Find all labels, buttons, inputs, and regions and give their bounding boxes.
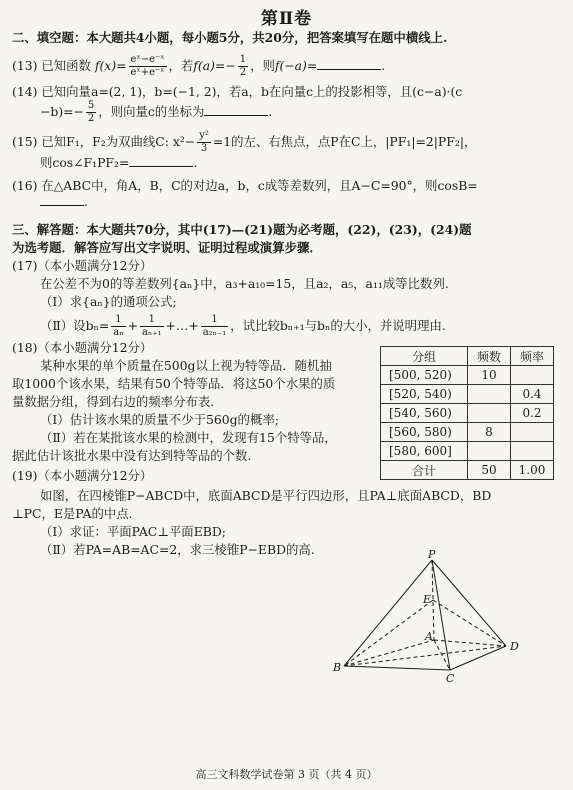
q17-part2 — [40, 314, 446, 339]
q14-num: (14) — [12, 84, 38, 99]
q13-frac2-den: 2 — [239, 67, 247, 78]
pyramid-figure — [330, 548, 540, 688]
question-15-line1 — [12, 130, 476, 155]
q16-line1: 在△ABC中，角A，B，C的对边a，b，c成等差数列，且A−C=90°，则cosB= — [41, 178, 478, 193]
q18-part2-line2: 据此估计该批水果中没有达到特等品的个数. — [12, 448, 252, 463]
q17-part1: （Ⅰ）求{aₙ}的通项公式; — [40, 294, 177, 309]
q17-term3 — [201, 314, 229, 339]
q18-line-3: 量数据分组，得到右边的频率分布表. — [12, 394, 215, 409]
q19-line2: ⊥PC，E是PA的中点. — [12, 506, 133, 521]
question-14-line2 — [40, 100, 272, 125]
q14-line2-b: ，则向量c的坐标为 — [98, 104, 205, 119]
table-cell — [511, 366, 554, 385]
q17-stem: 在公差不为0的等差数列{aₙ}中，a₃+a₁₀=15，且a₂，a₅，a₁₁成等比数列. — [40, 276, 449, 291]
q15-line1-b: =1的左、右焦点，点P在C上，|PF₁|=2|PF₂|， — [212, 134, 477, 149]
table-row — [381, 423, 554, 442]
label-E: E — [423, 593, 432, 606]
table-cell: [540, 560) — [381, 404, 468, 423]
q13-text-b: ，若 — [168, 58, 194, 73]
label-D: D — [510, 640, 519, 653]
q14-line2-a: −b)=− — [40, 104, 84, 119]
table-header-cell: 频数 — [468, 347, 511, 366]
q15-line2: 则cos∠F₁PF₂= — [40, 155, 130, 170]
table-header-cell: 频率 — [511, 347, 554, 366]
q13-answer-blank[interactable] — [317, 58, 381, 70]
edge-PD — [432, 560, 506, 646]
q17-t1-den: aₙ — [113, 327, 124, 338]
q17-term1 — [111, 314, 125, 339]
edge-ED — [433, 600, 506, 646]
q16-num: (16) — [12, 178, 38, 193]
q19-part1: （Ⅰ）求证：平面PAC⊥平面EBD; — [40, 524, 226, 539]
table-cell: 0.2 — [511, 404, 554, 423]
label-B: B — [333, 661, 342, 674]
q17-dots: +…+ — [165, 318, 199, 333]
table-row — [381, 442, 554, 461]
table-cell: [560, 580) — [381, 423, 468, 442]
q13-frac2-num: 1 — [239, 54, 247, 65]
section3-header-2: 为选考题．解答应写出文字说明、证明过程或演算步骤． — [12, 240, 322, 255]
table-header-row — [381, 347, 554, 366]
table-cell: 合计 — [381, 461, 468, 480]
table-total-row — [381, 461, 554, 480]
q18-head: (18)（本小题满分12分） — [12, 340, 153, 355]
edge-BA — [344, 640, 434, 666]
q15-fraction — [197, 130, 211, 155]
q14-frac-num: 5 — [87, 100, 95, 111]
question-16 — [12, 176, 478, 194]
q13-fraction-2 — [238, 54, 248, 79]
q15-num: (15) — [12, 134, 38, 149]
table-cell: [500, 520) — [381, 366, 468, 385]
question-15-line2 — [40, 153, 197, 171]
q18-part1: （Ⅰ）估计该水果的质量不少于560g的概率; — [40, 412, 279, 427]
q19-head: (19)（本小题满分12分） — [12, 468, 153, 483]
table-row — [381, 404, 554, 423]
table-cell — [511, 423, 554, 442]
q15-frac-den: 3 — [200, 143, 208, 154]
q13-frac-num: eˣ−e⁻ˣ — [130, 54, 165, 65]
q13-f-neg-a: f(−a)= — [274, 58, 318, 73]
q18-line-2: 取1000个该水果，结果有50个特等品．将这50个水果的质 — [12, 376, 336, 391]
q15-end: . — [193, 155, 198, 170]
table-cell: 0.4 — [511, 385, 554, 404]
frequency-table — [380, 346, 554, 480]
q17-part2-a: （Ⅱ）设bₙ= — [40, 318, 110, 333]
q19-line1: 如图，在四棱锥P−ABCD中，底面ABCD是平行四边形，且PA⊥底面ABCD，BD — [40, 488, 492, 503]
q17-part2-b: ，试比较bₙ₊₁与bₙ的大小，并说明理由. — [230, 318, 446, 333]
table-cell: [520, 540) — [381, 385, 468, 404]
q15-answer-blank[interactable] — [129, 155, 193, 167]
table-cell — [511, 442, 554, 461]
q14-answer-blank[interactable] — [204, 104, 268, 116]
q17-t1-num: 1 — [111, 314, 125, 327]
label-P: P — [428, 548, 436, 561]
q14-frac-den: 2 — [87, 113, 95, 124]
table-cell — [468, 442, 511, 461]
q15-frac-num: y² — [199, 130, 209, 141]
table-row — [381, 385, 554, 404]
q13-num: (13) — [12, 58, 38, 73]
table-cell — [468, 385, 511, 404]
q17-head: (17)（本小题满分12分） — [12, 258, 153, 273]
q18-line-1: 某种水果的单个质量在500g以上视为特等品．随机抽 — [40, 358, 332, 373]
q13-fa: f(a)=− — [193, 58, 236, 73]
question-14-line1 — [12, 82, 462, 100]
q17-plus: + — [127, 318, 138, 333]
table-cell: 1.00 — [511, 461, 554, 480]
table-cell: 10 — [468, 366, 511, 385]
q13-fraction — [129, 54, 167, 79]
q17-t2-num: 1 — [140, 314, 164, 327]
q19-part2: （Ⅱ）若PA=AB=AC=2，求三棱锥P−EBD的高. — [40, 542, 315, 557]
q13-fx: f(x)= — [94, 58, 127, 73]
edge-AD — [434, 640, 506, 646]
q15-line1-a: 已知F₁，F₂为双曲线C: x²− — [41, 134, 196, 149]
q17-t2-den: aₙ₊₁ — [141, 327, 162, 338]
q13-text-a: 已知函数 — [41, 58, 91, 73]
table-cell — [468, 404, 511, 423]
q14-end: . — [268, 104, 273, 119]
q16-end: . — [84, 194, 88, 209]
section3-header-1: 三、解答题：本大题共70分，其中(17)—(21)题为必考题，(22)，(23)，(24)题 — [12, 222, 472, 237]
edge-EB — [344, 600, 433, 666]
q13-text-c: ，则 — [250, 58, 275, 73]
q14-fraction — [86, 100, 96, 125]
page-footer: 高三文科数学试卷第 3 页（共 4 页） — [195, 768, 378, 781]
q17-t3-den: a₂ₙ₋₁ — [202, 327, 227, 338]
question-13 — [12, 54, 385, 79]
table-header-cell: 分组 — [381, 347, 468, 366]
edge-BC — [344, 666, 450, 670]
page-title: 第Ⅱ卷 — [260, 9, 313, 29]
q13-end: . — [381, 58, 386, 73]
section2-header: 二、填空题：本大题共4小题，每小题5分，共20分，把答案填写在题中横线上. — [12, 30, 448, 45]
label-A: A — [425, 630, 433, 643]
table-cell: 8 — [468, 423, 511, 442]
table-cell: [580, 600] — [381, 442, 468, 461]
label-C: C — [446, 672, 455, 685]
table-row — [381, 366, 554, 385]
q18-part2-line1: （Ⅱ）若在某批该水果的检测中，发现有15个特等品， — [40, 430, 337, 445]
table-cell: 50 — [468, 461, 511, 480]
question-16-line2 — [40, 194, 88, 209]
q16-answer-blank[interactable] — [40, 194, 84, 206]
q13-frac-den: eˣ+e⁻ˣ — [130, 67, 165, 78]
q17-t3-num: 1 — [201, 314, 229, 327]
q14-line1: 已知向量a=(2, 1)，b=(−1, 2)，若a，b在向量c上的投影相等，且(c−a)·(c — [41, 84, 463, 99]
q17-term2 — [140, 314, 164, 339]
edge-PB — [344, 560, 432, 666]
